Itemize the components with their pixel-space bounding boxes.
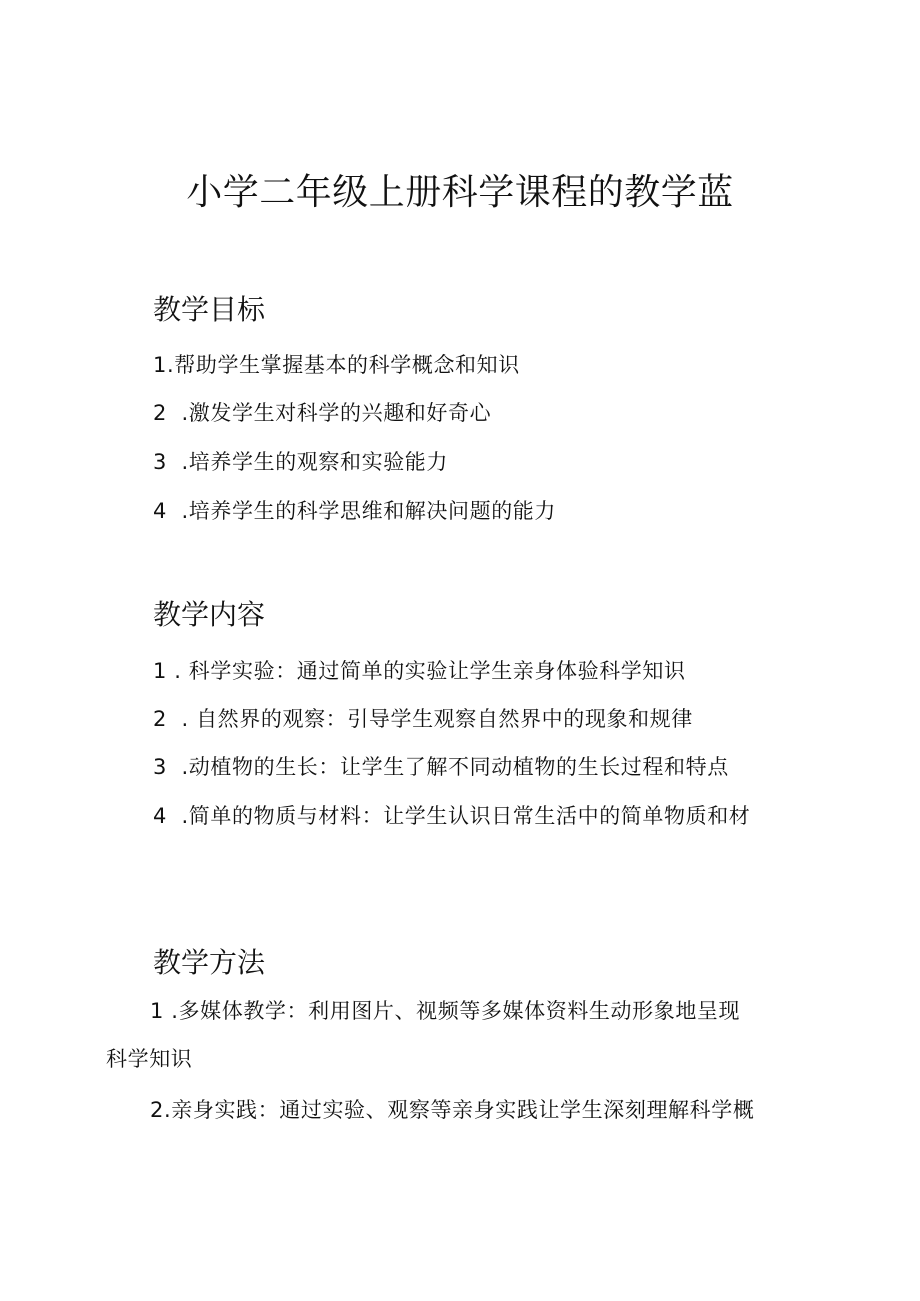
item-text: .亲身实践：通过实验、观察等亲身实践让学生深刻理解科学概 xyxy=(163,1098,755,1122)
item-text: .激发学生对科学的兴趣和好奇心 xyxy=(166,401,492,425)
list-item xyxy=(150,996,740,1026)
list-item xyxy=(153,656,686,686)
item-text: .帮助学生掌握基本的科学概念和知识 xyxy=(166,353,520,377)
item-text: .培养学生的科学思维和解决问题的能力 xyxy=(166,499,556,523)
list-item xyxy=(153,447,448,477)
item-text: .培养学生的观察和实验能力 xyxy=(166,450,448,474)
item-text: .多媒体教学：利用图片、视频等多媒体资料生动形象地呈现 xyxy=(163,999,741,1023)
list-item xyxy=(150,1095,754,1125)
item-number: 2 xyxy=(153,401,167,425)
list-item xyxy=(153,801,750,831)
list-item xyxy=(153,704,693,734)
item-text: .简单的物质与材料：让学生认识日常生活中的简单物质和材 xyxy=(166,804,751,828)
list-item-continuation xyxy=(106,1044,192,1074)
item-number: 1 xyxy=(153,353,167,377)
list-item xyxy=(153,398,491,428)
item-number: 2 xyxy=(150,1098,164,1122)
list-item xyxy=(153,350,520,380)
item-text: . 自然界的观察：引导学生观察自然界中的现象和规律 xyxy=(166,707,693,731)
list-item xyxy=(153,496,556,526)
section-heading-content: 教学内容 xyxy=(153,598,266,631)
section-heading-objectives: 教学目标 xyxy=(153,293,266,326)
item-text: .动植物的生长：让学生了解不同动植物的生长过程和特点 xyxy=(166,755,729,779)
item-number: 1 xyxy=(153,659,167,683)
list-item xyxy=(153,752,729,782)
item-number: 3 xyxy=(153,450,167,474)
item-number: 3 xyxy=(153,755,167,779)
item-number: 4 xyxy=(153,804,167,828)
item-number: 4 xyxy=(153,499,167,523)
item-number: 1 xyxy=(150,999,164,1023)
item-number: 2 xyxy=(153,707,167,731)
section-heading-methods: 教学方法 xyxy=(153,946,266,979)
item-text: . 科学实验：通过简单的实验让学生亲身体验科学知识 xyxy=(166,659,686,683)
item-text: 科学知识 xyxy=(106,1047,193,1071)
document-title: 小学二年级上册科学课程的教学蓝 xyxy=(186,172,734,213)
